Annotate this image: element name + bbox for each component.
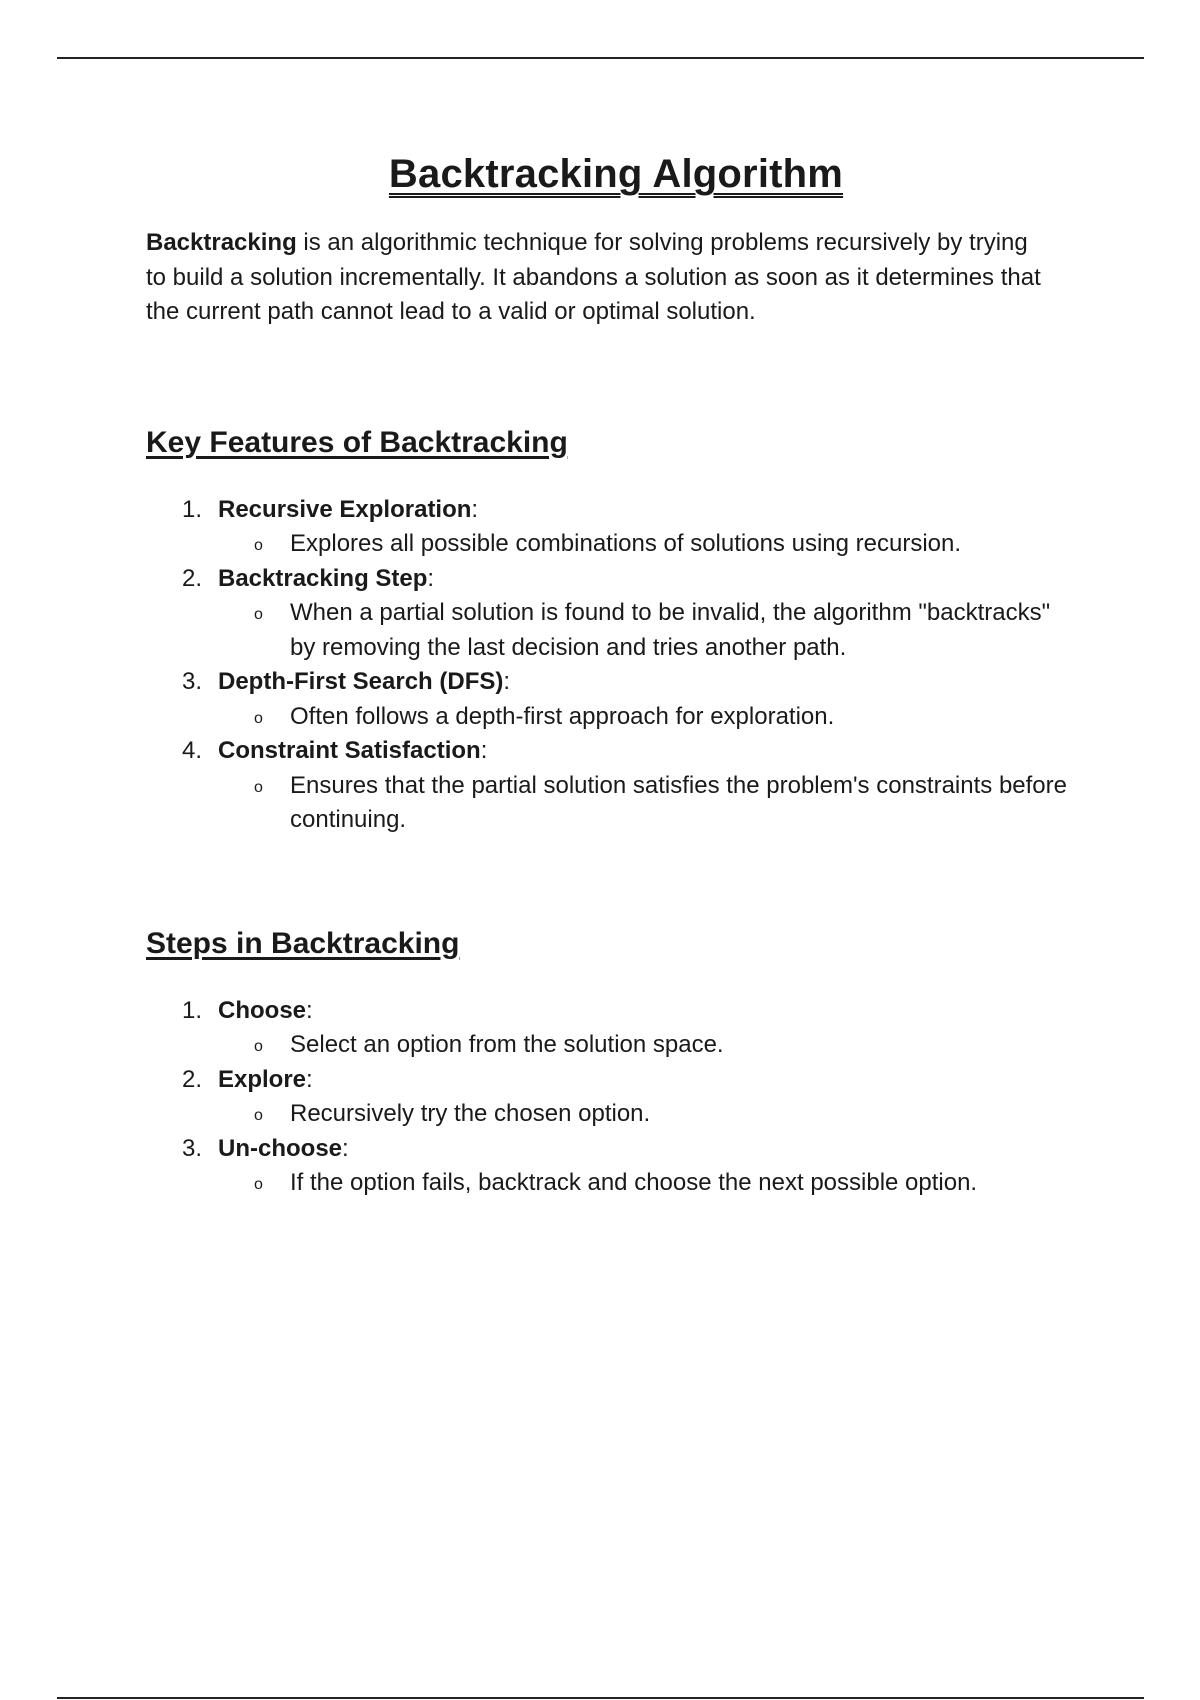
item-detail: Recursively try the chosen option. (290, 1100, 651, 1127)
sub-list-item (218, 769, 1070, 838)
document-page (146, 140, 1086, 1201)
section-heading-key-features: Key Features of Backtracking (146, 425, 568, 459)
item-term: Constraint Satisfaction (218, 737, 481, 764)
sub-list (218, 596, 1086, 665)
sub-list-item (218, 527, 1070, 562)
circle-bullet-icon: o (254, 709, 263, 727)
item-colon: : (471, 495, 479, 523)
steps-list (146, 994, 1086, 1201)
key-features-list (146, 493, 1086, 838)
circle-bullet-icon: o (254, 537, 263, 554)
circle-bullet-icon: o (254, 606, 263, 623)
list-item (146, 1063, 1086, 1132)
item-term: Un-choose (218, 1134, 343, 1162)
header-rule (57, 57, 1144, 59)
item-detail: When a partial solution is found to be invalid, the algorithm "backtracks" by removing the last decision and tries another path. (290, 599, 1051, 661)
list-item (146, 665, 1086, 734)
list-item (146, 493, 1086, 562)
item-term: Depth-First Search (DFS) (218, 668, 504, 695)
list-number: 3. (182, 668, 203, 695)
circle-bullet-icon: o (254, 1038, 263, 1055)
sub-list (218, 527, 1086, 562)
sub-list-item (218, 1028, 1070, 1063)
item-detail: Explores all possible combinations of solutions using recursion. (290, 530, 962, 557)
list-number: 4. (182, 737, 203, 764)
list-number: 1. (182, 495, 203, 523)
item-colon: : (427, 564, 435, 592)
intro-text: is an algorithmic technique for solving problems recursively by trying to build a solution incrementally. It abandons a solution as soon as it determines that the current path cannot lead to a valid or optimal solution. (146, 229, 1041, 325)
list-item (146, 994, 1086, 1063)
item-term: Choose (218, 996, 307, 1024)
item-colon: : (480, 737, 488, 764)
item-colon: : (503, 668, 511, 695)
item-term: Recursive Exploration (218, 495, 472, 523)
sub-list (218, 1028, 1086, 1063)
intro-term: Backtracking (146, 229, 297, 256)
sub-list-item (218, 1166, 1070, 1201)
item-detail: Ensures that the partial solution satisfies the problem's constraints before continuing. (290, 771, 1067, 833)
sub-list-item (218, 700, 1070, 735)
section-heading-steps: Steps in Backtracking (146, 926, 460, 960)
circle-bullet-icon: o (254, 1107, 263, 1124)
sub-list (218, 1097, 1086, 1132)
item-colon: : (306, 996, 313, 1024)
sub-list-item (218, 1097, 1070, 1132)
sub-list (218, 700, 1086, 735)
list-item (146, 1132, 1086, 1201)
list-number: 3. (182, 1134, 203, 1162)
list-number: 2. (182, 564, 203, 592)
document-title: Backtracking Algorithm (388, 152, 844, 196)
list-number: 1. (182, 996, 203, 1024)
sub-list (218, 1166, 1086, 1201)
list-item (146, 562, 1086, 666)
circle-bullet-icon: o (254, 778, 263, 796)
item-term: Backtracking Step (218, 564, 428, 592)
circle-bullet-icon: o (254, 1176, 263, 1193)
list-item (146, 734, 1086, 838)
item-colon: : (306, 1065, 313, 1093)
sub-list-item (218, 596, 1070, 665)
item-detail: Select an option from the solution space. (290, 1031, 724, 1058)
intro-paragraph (146, 226, 1046, 330)
item-detail: Often follows a depth-first approach for exploration. (290, 702, 835, 730)
item-detail: If the option fails, backtrack and choose the next possible option. (290, 1169, 978, 1196)
list-number: 2. (182, 1065, 203, 1093)
item-term: Explore (218, 1065, 307, 1093)
sub-list (218, 769, 1086, 838)
item-colon: : (342, 1134, 349, 1162)
footer-rule (57, 1697, 1144, 1699)
